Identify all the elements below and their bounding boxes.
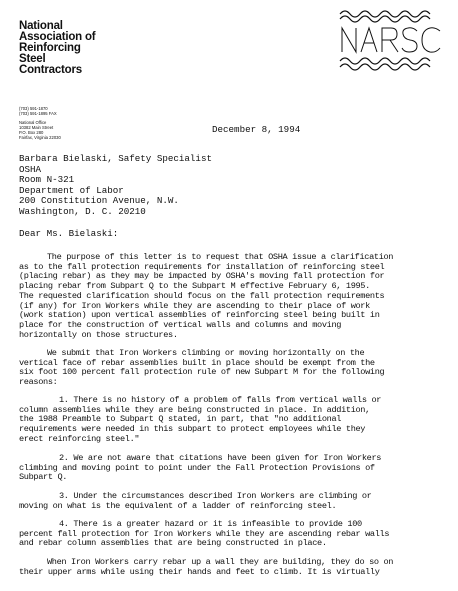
text-line: the 1988 Preamble to Subpart Q stated, in part, that "no additional [19,415,342,425]
recipient-address [19,154,212,217]
text-line: climbing and moving point to point under the Fall Protection Provisions of [19,463,375,473]
text-line: (if any) for Iron Workers while they are ascending to their place of work [19,301,370,311]
text-line: six foot 100 percent fall protection rule of new Subpart M for the following [19,368,385,378]
paragraph-climbing [19,558,441,577]
text-line: moving on what is the equivalent of a ladder of reinforcing steel. [19,501,337,511]
text-line: 4. There is a greater hazard or it is infeasible to provide 100 [59,520,362,529]
paragraph-reason-4 [19,520,441,549]
text-line: 2. We are not aware that citations have been given for Iron Workers [59,454,382,463]
address-line: Barbara Bielaski, Safety Specialist [19,153,212,164]
organization-name [19,21,95,76]
text-line: horizontally on those structures. [19,330,178,340]
text-line: place for the construction of vertical walls and columns and moving [19,320,342,330]
text-line: (work station) upon vertical assemblies of reinforcing steel being built in [19,311,380,321]
phone-number: (703) 591-1870 [19,106,48,111]
salutation: Dear Ms. Bielaski: [19,228,119,239]
paragraph-purpose [19,253,441,340]
text-line: vertical face of rebar assemblies built in place should be exempt from the [19,358,375,368]
address-line: OSHA [19,163,42,175]
text-line: The requested clarification should focus on the fall protection requirements [19,291,385,301]
text-line: 1. There is no history of a problem of falls from vertical walls or [59,396,382,405]
text-line: erect reinforcing steel." [19,434,140,444]
address-line: 200 Constitution Avenue, N.W. [19,195,179,206]
text-line: Subpart Q. [19,473,68,483]
logo-wave-pattern [340,11,430,22]
org-name-line: Contractors [19,64,82,76]
po-box: P.O. Box 280 [19,130,44,135]
street-address: 10382 Main Street [19,125,54,130]
fax-number: (703) 591-1895 FAX [19,111,57,116]
text-line: as to the fall protection requirements for installation of reinforcing steel [19,262,385,272]
paragraph-reason-2 [19,454,441,483]
org-name-line: National [19,20,63,32]
address-line: Room N-321 [19,174,75,185]
logo-lettering [342,28,440,52]
org-name-line: Steel [19,53,46,65]
paragraph-submission [19,349,441,388]
text-line: 3. Under the circumstances described Iron Workers are climbing or [59,492,372,501]
text-line: We submit that Iron Workers climbing or moving horizontally on the [47,349,365,358]
logo-wave-pattern-bottom [340,58,430,70]
office-label: National Office [19,120,47,125]
text-line: column assemblies while they are being constructed in place. In addition, [19,405,370,415]
text-line: their upper arms while using their hands and feet to climb. It is virtually [19,567,380,577]
text-line: and rebar column assemblies that are being constructed in place. [19,539,327,549]
narsc-logo [336,6,444,74]
org-name-line: Reinforcing [19,42,81,54]
contact-block [19,106,79,140]
text-line: reasons: [19,378,58,388]
text-line: (placing rebar) as they may be impacted by OSHA's moving fall protection for [19,272,385,282]
text-line: The purpose of this letter is to request that OSHA issue a clarification [47,253,394,262]
text-line: placing rebar from Subpart Q to the Subpart M effective February 6, 1995. [19,282,370,292]
text-line: requirements were needed in this subpart to protect employees while they [19,425,366,435]
text-line: When Iron Workers carry rebar up a wall they are building, they do so on [47,558,394,567]
address-line: Washington, D. C. 20210 [19,205,146,217]
org-name-line: Association of [19,31,96,43]
text-line: percent fall protection for Iron Workers while they are ascending rebar walls [19,529,390,539]
letter-date: December 8, 1994 [212,124,301,135]
paragraph-reason-3 [19,492,441,511]
address-line: Department of Labor [19,184,124,196]
city-state-zip: Fairfax, Virginia 22030 [19,135,61,140]
paragraph-reason-1 [19,396,441,445]
